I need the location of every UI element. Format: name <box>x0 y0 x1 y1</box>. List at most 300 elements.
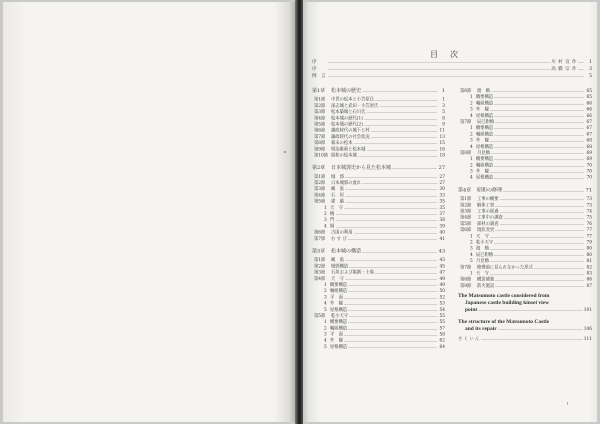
toc-page-number: 64 <box>439 344 445 350</box>
toc-leader <box>367 113 437 114</box>
toc-entry-title: 軸組構造 <box>476 100 494 106</box>
toc-entry-title: 櫓 <box>330 211 335 217</box>
toc-leader <box>348 239 436 240</box>
toc-entry-title: 城郭構造 <box>331 263 349 269</box>
toc-page-number: 53 <box>439 301 445 307</box>
toc-entry-number: 第6節 <box>314 128 326 134</box>
toc-index-row <box>458 336 592 342</box>
toc-entry-title: 藩政時代の社会状況 <box>331 134 370 140</box>
toc-leader <box>491 92 583 93</box>
english-entry-line <box>458 306 592 313</box>
toc-entry-number: 第2節 <box>460 202 472 208</box>
toc-page-number: 57 <box>439 325 445 331</box>
toc-leader <box>349 347 437 348</box>
toc-entry-title: 石垣および堀割・土塁 <box>331 270 374 276</box>
toc-entry-title: 日本城郭の流れ <box>331 180 362 186</box>
toc-entry-number: 第7節 <box>460 264 472 270</box>
toc-leader <box>349 292 437 293</box>
toc-entry-title: 工事の概要 <box>477 196 499 202</box>
toc-page-number: 87 <box>586 283 592 289</box>
toc-entry-number: 第2章 <box>312 165 326 171</box>
toc-page-number: 52 <box>439 294 445 300</box>
toc-page-number: 38 <box>439 217 445 223</box>
toc-leader <box>375 273 436 274</box>
toc-page-number: 15 <box>439 140 445 146</box>
toc-entry-number: 3 <box>324 294 327 300</box>
toc-entry-title: 工事の経過 <box>477 209 499 215</box>
toc-page-number: 76 <box>586 221 592 227</box>
toc-entry-number: 第4節 <box>314 192 326 198</box>
toc-entry-title: 明治維新と松本城 <box>331 146 366 152</box>
toc-leader <box>336 215 437 216</box>
toc-page-number: 45 <box>439 263 445 269</box>
toc-leader <box>349 329 437 330</box>
front-matter-title: 序 <box>312 66 317 72</box>
toc-entry-number: 1 <box>470 233 473 239</box>
toc-leader <box>495 147 584 148</box>
toc-entry-title: 昭和の松本城 <box>331 152 357 158</box>
toc-leader <box>364 119 436 120</box>
toc-page-number: 66 <box>586 100 592 106</box>
toc-entry-number: 第6節 <box>460 227 472 233</box>
toc-entry-number: 1 <box>470 156 473 162</box>
toc-entry-number: 3 <box>470 107 473 113</box>
toc-leader <box>329 63 550 64</box>
toc-leader <box>490 110 583 111</box>
toc-entry-number: 第1章 <box>312 88 326 94</box>
toc-page-number: 65 <box>586 94 592 100</box>
toc-leader <box>344 335 436 336</box>
toc-entry-number: 2 <box>470 100 473 106</box>
toc-entry-title: 古図の利用 <box>331 230 353 236</box>
toc-entry-number: 第2節 <box>314 103 326 109</box>
toc-entry-number: 2 <box>470 239 473 245</box>
toc-page-number: 75 <box>586 215 592 221</box>
toc-page-number: 66 <box>586 107 592 113</box>
toc-entry-title: 部材の調査 <box>477 221 499 227</box>
toc-entry-number: 第6節 <box>314 230 326 236</box>
toc-entry-title: 修理前に見られなかった形式 <box>477 264 533 270</box>
toc-section-row <box>312 236 445 242</box>
toc-entry-number: 第8節 <box>460 150 472 156</box>
toc-page-number: 83 <box>586 270 592 276</box>
toc-leader <box>345 177 436 178</box>
toc-entry-number: 5 <box>324 344 327 350</box>
toc-entry-title: 藩政時代の城下と村 <box>331 128 370 134</box>
toc-entry-title: 平 面 <box>330 294 343 300</box>
toc-subsection-row <box>312 344 445 350</box>
toc-leader <box>495 129 584 130</box>
toc-entry-number: 第5節 <box>314 199 326 205</box>
toc-entry-number: 2 <box>324 211 327 217</box>
toc-page-number: 81 <box>586 258 592 264</box>
toc-leader <box>500 224 584 225</box>
toc-chapter-row <box>458 187 592 193</box>
toc-leader <box>534 268 583 269</box>
toc-leader <box>496 231 584 232</box>
front-matter-row <box>312 73 592 80</box>
toc-entry-title: 外 観 <box>476 169 489 175</box>
toc-leader <box>498 330 582 331</box>
toc-entry-title: 建 築 <box>331 199 344 205</box>
toc-leader <box>345 190 436 191</box>
toc-leader <box>364 125 436 126</box>
toc-page-number: 69 <box>586 156 592 162</box>
toc-page-number: 3 <box>442 103 445 109</box>
toc-entry-title: 日本城郭史から見た松本城 <box>331 165 391 171</box>
toc-entry-title: 外 観 <box>330 338 343 344</box>
toc-entry-number: 第2節 <box>314 180 326 186</box>
toc-entry-number: 4 <box>470 144 473 150</box>
toc-entry-title: 軸組構造 <box>476 162 494 168</box>
toc-leader <box>350 267 437 268</box>
toc-entry-title: 中世の松本と小笠原氏 <box>331 97 374 103</box>
toc-entry-title: 概要構造 <box>476 125 494 131</box>
toc-entry-title: 松本城の歴代(1) <box>331 115 363 121</box>
toc-entry-number: 第3節 <box>314 186 326 192</box>
toc-leader <box>500 212 584 213</box>
toc-page-number: 74 <box>586 209 592 215</box>
toc-leader <box>481 340 583 341</box>
toc-entry-title: 解体工事 <box>477 202 495 208</box>
toc-entry-number: 第4節 <box>460 215 472 221</box>
toc-leader <box>491 153 583 154</box>
english-toc-entry <box>458 292 592 313</box>
toc-entry-title: む す び <box>331 236 347 242</box>
toc-entry-title: 松本城の歴代(2) <box>331 121 363 127</box>
toc-page-number: 35 <box>439 205 445 211</box>
toc-entry-number: 1 <box>470 94 473 100</box>
english-entry-text: point <box>465 306 478 313</box>
toc-page-number: 58 <box>439 332 445 338</box>
toc-leader <box>350 316 437 317</box>
english-entry-line <box>458 292 592 299</box>
toc-page-number: 9 <box>442 121 445 127</box>
toc-subsection-row <box>458 175 592 181</box>
toc-entry-title: 屋根構造 <box>476 113 494 119</box>
toc-entry-number: 1 <box>470 125 473 131</box>
toc-page-number: 62 <box>439 338 445 344</box>
toc-leader <box>344 298 436 299</box>
toc-page-number: 55 <box>439 319 445 325</box>
front-matter-author: 高 橋 宗 作 <box>551 66 577 72</box>
toc-leader <box>496 206 584 207</box>
toc-page-number: 65 <box>586 88 592 94</box>
toc-entry-title: 乾小天守 <box>331 313 349 319</box>
toc-left-column <box>312 88 445 350</box>
toc-page-number: 70 <box>586 169 592 175</box>
toc-entry-number: 第8節 <box>460 277 472 283</box>
toc-entry-number: 3 <box>470 138 473 144</box>
toc-entry-title: 松本築城と石川氏 <box>331 109 366 115</box>
toc-leader <box>496 286 584 287</box>
toc-entry-title: 石 垣 <box>331 192 344 198</box>
toc-page-number: 77 <box>586 227 592 233</box>
toc-leader <box>329 77 584 78</box>
toc-page-number: 68 <box>586 144 592 150</box>
toc-entry-title: 天 守 <box>331 276 344 282</box>
toc-page-number: 1 <box>589 59 592 65</box>
toc-entry-number: 第1節 <box>460 196 472 202</box>
toc-page-number: 67 <box>586 119 592 125</box>
front-matter-row <box>312 66 592 73</box>
toc-page-number: 8 <box>442 115 445 121</box>
toc-page-number: 33 <box>439 192 445 198</box>
toc-entry-title: 外 観 <box>330 301 343 307</box>
toc-page-number: 69 <box>586 150 592 156</box>
toc-page-number: 106 <box>583 326 592 332</box>
toc-entry-title: 松本城の歴史 <box>331 88 361 94</box>
toc-leader <box>371 137 436 138</box>
toc-entry-number: 4 <box>324 301 327 307</box>
toc-entry-title: 月見櫓 <box>476 258 489 264</box>
toc-entry-number: 2 <box>470 162 473 168</box>
toc-entry-title: 屋根構造 <box>330 307 348 313</box>
toc-entry-number: 第3節 <box>460 209 472 215</box>
toc-entry-number: 第2節 <box>314 263 326 269</box>
toc-entry-title: 概要構造 <box>476 156 494 162</box>
toc-chapter-row <box>312 88 445 94</box>
toc-entry-title: 概要構造 <box>330 319 348 325</box>
toc-leader <box>393 169 437 170</box>
toc-page-number: 80 <box>586 252 592 258</box>
toc-entry-number: 5 <box>470 258 473 264</box>
toc-leader <box>490 237 583 238</box>
toc-leader <box>367 150 437 151</box>
toc-page-number: 11 <box>439 128 445 134</box>
toc-page-number: 27 <box>438 165 445 171</box>
toc-entry-number: 第7節 <box>314 236 326 242</box>
toc-leader <box>495 178 584 179</box>
toc-entry-number: 1 <box>470 270 473 276</box>
toc-page-number: 79 <box>586 239 592 245</box>
toc-leader <box>349 323 437 324</box>
toc-page-number: 41 <box>439 236 445 242</box>
toc-entry-title: 松本城の構造 <box>331 248 361 254</box>
english-entry-text: The structure of the Matsumoto Castle <box>458 318 550 325</box>
english-entry-line <box>458 325 592 332</box>
toc-entry-title: 現状変更 <box>477 227 495 233</box>
toc-leader <box>500 200 584 201</box>
toc-leader <box>336 227 437 228</box>
toc-page-number: 67 <box>586 125 592 131</box>
toc-entry-number: 第3章 <box>312 248 326 254</box>
toc-entry-title: 城 郭 <box>331 174 344 180</box>
toc-leader <box>345 279 436 280</box>
toc-entry-title: 渡 櫓 <box>476 246 489 252</box>
toc-page-number: 43 <box>439 257 445 263</box>
page-speck <box>284 151 286 153</box>
toc-page-number: 55 <box>439 313 445 319</box>
toc-entry-title: 月見櫓 <box>477 150 490 156</box>
toc-entry-number: 1 <box>324 282 327 288</box>
toc-entry-title: 塀 <box>330 223 335 229</box>
toc-entry-title: 軸組構造 <box>330 288 348 294</box>
toc-leader <box>336 221 437 222</box>
toc-leader <box>495 243 584 244</box>
toc-leader <box>345 202 436 203</box>
toc-entry-number: 5 <box>324 307 327 313</box>
toc-page-number: 16 <box>439 146 445 152</box>
toc-page-number: 101 <box>583 307 592 313</box>
english-entry-line <box>458 318 592 325</box>
toc-page-number: 70 <box>586 162 592 168</box>
toc-page-number: 43 <box>438 248 445 254</box>
toc-page-number: 40 <box>439 230 445 236</box>
toc-entry-title: 外 観 <box>476 107 489 113</box>
toc-page-number: 5 <box>442 109 445 115</box>
toc-leader <box>495 98 584 99</box>
toc-content <box>303 0 598 424</box>
toc-entry-number: 第5節 <box>314 121 326 127</box>
toc-leader <box>345 261 436 262</box>
toc-page-number: 67 <box>586 131 592 137</box>
toc-entry-number: 第1節 <box>314 174 326 180</box>
toc-page-number: 30 <box>439 186 445 192</box>
toc-leader <box>354 144 437 145</box>
toc-entry-number: 第4章 <box>458 187 472 193</box>
toc-entry-number: 2 <box>470 131 473 137</box>
toc-entry-number: 2 <box>324 325 327 331</box>
toc-entry-title: 外 観 <box>476 138 489 144</box>
toc-entry-title: 縄 張 <box>331 257 344 263</box>
toc-page-number: 49 <box>439 282 445 288</box>
toc-section-row <box>312 152 445 158</box>
toc-leader <box>495 135 584 136</box>
toc-entry-number: 1 <box>324 319 327 325</box>
toc-page-number: 82 <box>586 264 592 270</box>
toc-entry-title: 深志城と武田・小笠原氏 <box>331 103 379 109</box>
toc-entry-number: 3 <box>470 246 473 252</box>
toc-section-row <box>458 283 592 289</box>
toc-entry-number: 2 <box>324 288 327 294</box>
toc-page-area <box>303 0 598 424</box>
front-matter-row <box>312 59 592 66</box>
english-entry-text: and its repair <box>465 325 497 332</box>
toc-leader <box>349 310 437 311</box>
toc-leader <box>363 252 437 253</box>
toc-entry-number: 第7節 <box>460 119 472 125</box>
toc-leader <box>495 104 584 105</box>
toc-page-number: 1 <box>442 97 445 103</box>
toc-entry-title: 屋根構造 <box>476 144 494 150</box>
toc-leader <box>504 218 583 219</box>
toc-leader <box>479 311 583 312</box>
toc-leader <box>490 262 583 263</box>
toc-page-number: 86 <box>586 277 592 283</box>
toc-entry-title: 屋根構造 <box>476 175 494 181</box>
english-entry-line <box>458 299 592 306</box>
toc-page-number: 66 <box>586 113 592 119</box>
toc-page-number: 77 <box>586 233 592 239</box>
toc-leader <box>363 92 437 93</box>
toc-leader <box>345 196 436 197</box>
toc-page-number: 68 <box>586 138 592 144</box>
toc-leader <box>375 100 436 101</box>
toc-page-number: 49 <box>439 276 445 282</box>
toc-entry-number: 第6節 <box>460 88 472 94</box>
toc-entry-title: 構造補強 <box>477 277 495 283</box>
toc-entry-number: 第4節 <box>314 276 326 282</box>
toc-entry-number: 第5節 <box>314 313 326 319</box>
toc-entry-title: 防火施設 <box>477 283 495 289</box>
toc-chapter-row <box>312 248 445 254</box>
toc-leader <box>490 274 583 275</box>
left-page <box>3 2 295 422</box>
page-number: i <box>567 401 569 406</box>
toc-entry-number: 第1節 <box>314 97 326 103</box>
toc-entry-title: 屋根構造 <box>330 344 348 350</box>
toc-chapter-row <box>312 165 445 171</box>
toc-entry-title: 辰巳附櫓 <box>476 252 494 258</box>
toc-entry-title: 軸組構造 <box>476 131 494 137</box>
toc-entry-title: 昭和の修理 <box>477 187 502 193</box>
toc-page-number: 37 <box>439 211 445 217</box>
toc-entry-number: 第9節 <box>314 146 326 152</box>
toc-right-column <box>458 88 592 342</box>
toc-entry-title: 縄 張 <box>331 186 344 192</box>
toc-leader <box>380 106 437 107</box>
toc-page-number: 73 <box>586 202 592 208</box>
toc-leader <box>495 116 584 117</box>
front-matter-list <box>312 59 592 80</box>
toc-heading: 目 次 <box>429 49 460 59</box>
toc-entry-title: 辰巳附櫓 <box>477 119 495 125</box>
toc-entry-title: 門 <box>330 217 335 223</box>
toc-entry-number: 3 <box>470 169 473 175</box>
toc-leader <box>495 166 584 167</box>
toc-leader <box>490 141 583 142</box>
toc-leader <box>344 304 436 305</box>
toc-page-number: 71 <box>585 187 592 193</box>
toc-page-number: 1 <box>441 88 445 94</box>
english-entry-text: The Matsumoto castle considered from <box>458 292 550 299</box>
toc-entry-number: 第5節 <box>460 221 472 227</box>
toc-entry-title: 概要構造 <box>330 282 348 288</box>
front-matter-title: 例 言 <box>312 73 326 79</box>
toc-leader <box>490 249 583 250</box>
toc-entry-title: 概要構造 <box>476 94 494 100</box>
toc-entry-number: 第3節 <box>314 270 326 276</box>
toc-entry-title: 軸組構造 <box>330 325 348 331</box>
toc-entry-number: 4 <box>324 223 327 229</box>
toc-entry-title: 天 守 <box>476 270 489 276</box>
book-gutter <box>295 0 303 424</box>
toc-leader <box>371 131 436 132</box>
toc-leader <box>496 122 584 123</box>
toc-leader <box>579 63 584 64</box>
toc-page-number: 70 <box>586 175 592 181</box>
toc-page-number: 13 <box>439 134 445 140</box>
toc-entry-number: 第4節 <box>314 115 326 121</box>
toc-entry-number: 第7節 <box>314 134 326 140</box>
toc-entry-title: 幕末の松本 <box>331 140 353 146</box>
toc-leader <box>329 70 550 71</box>
toc-page-number: 73 <box>586 196 592 202</box>
toc-page-number: 80 <box>586 246 592 252</box>
toc-entry-number: 第10節 <box>314 152 329 158</box>
toc-entry-title: さ く い ん <box>458 336 480 342</box>
toc-entry-number: 1 <box>324 205 327 211</box>
toc-leader <box>354 233 437 234</box>
toc-page-number: 27 <box>439 180 445 186</box>
toc-leader <box>349 285 437 286</box>
english-toc-entry <box>458 318 592 332</box>
toc-page-number: 5 <box>589 73 592 79</box>
toc-page-number: 39 <box>439 223 445 229</box>
toc-entry-number: 4 <box>470 175 473 181</box>
toc-entry-number: 第8節 <box>314 140 326 146</box>
